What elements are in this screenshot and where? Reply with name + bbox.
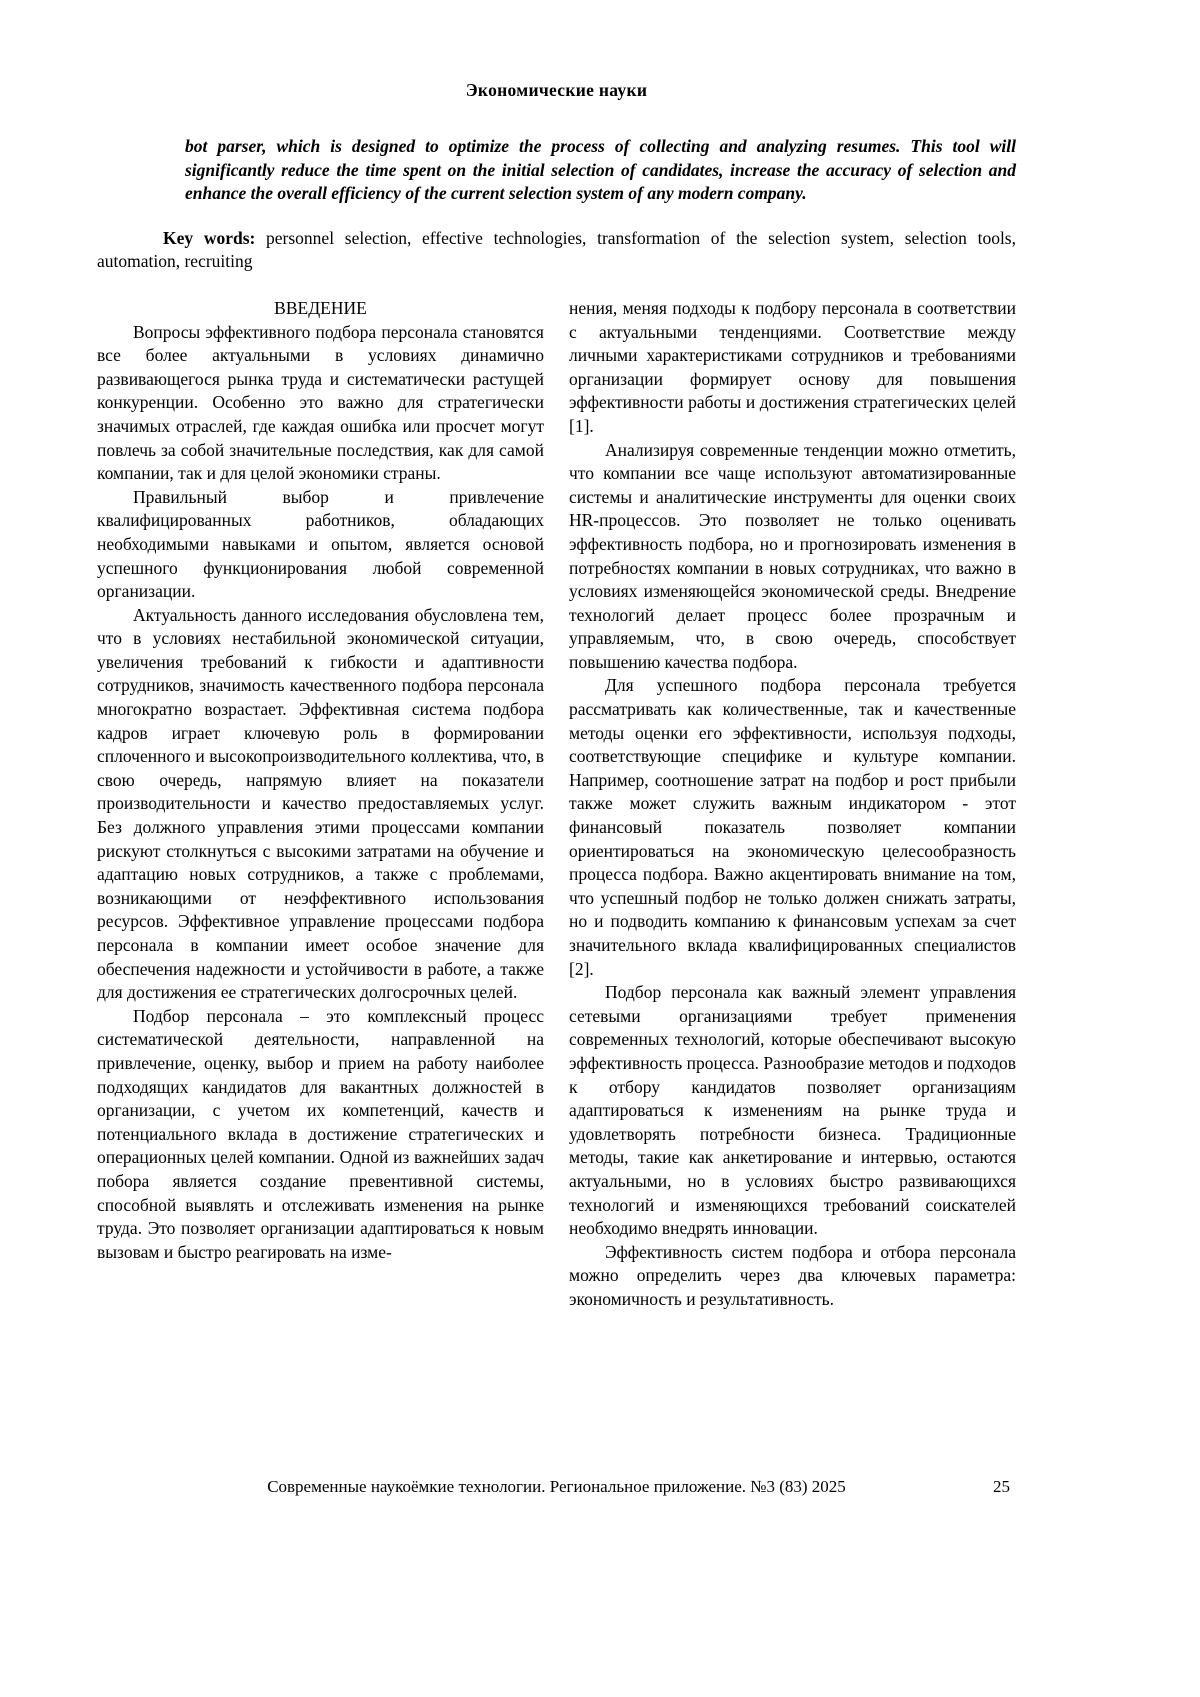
right-paragraph-3: Для успешного подбора персонала требуется рассматривать как количественные, так и качественные методы оценки его эффективности, используя подходы, соответствующие специфике и культуре компании. Например, соотношение затрат на подбор и рост прибыли также может служить важным индикатором - этот финансовый показатель позволяет компании ориентироваться на экономическую целесообразность процесса подбора. Важно акцентировать внимание на том, что успешный подбор не только должен снижать затраты, но и подводить компанию к финансовым успехам за счет значительного вклада квалифицированных специалистов [2]. bbox=[569, 675, 1016, 979]
abstract-text: bot parser, which is designed to optimize the process of collecting and analyzing resumes. This tool will significantly reduce the time spent on the initial selection of candidates, increase the accuracy of selection and enhance the overall efficiency of the current selection system of any modern company. bbox=[185, 136, 1016, 204]
right-paragraph-5: Эффективность систем подбора и отбора персонала можно определить через два ключевых параметра: экономичность и результативность. bbox=[569, 1241, 1016, 1309]
left-paragraph-4: Подбор персонала – это комплексный процесс систематической деятельности, направленной на привлечение, оценку, выбор и прием на работу наиболее подходящих кандидатов для вакантных должностей в организации, с учетом их компетенций, качеств и потенциального вклада в достижение стратегических и операционных целей компании. Одной из важнейших задач побора является создание превентивной системы, способной выявлять и отслеживать изменения на рынке труда. Это позволяет организации адаптироваться к новым вызовам и быстро реагировать на изме- bbox=[97, 1005, 544, 1262]
introduction-heading: ВВЕДЕНИЕ bbox=[274, 297, 367, 318]
right-column bbox=[569, 297, 1016, 1312]
keywords-label: Key words: bbox=[163, 227, 256, 248]
right-paragraph-2: Анализируя современные тенденции можно отметить, что компании все чаще используют автоматизированные системы и аналитические инструменты для оценки своих HR-процессов. Это позволяет не только оценивать эффективность подбора, но и прогнозировать изменения в потребностях компании в новых сотрудниках, что важно в условиях изменяющейся экономической среды. Внедрение технологий делает процесс более прозрачным и управляемым, что, в свою очередь, способствует повышению качества подбора. bbox=[569, 439, 1016, 672]
page-footer bbox=[97, 1476, 1016, 1498]
right-paragraph-1: нения, меняя подходы к подбору персонала в соответствии с актуальными тенденциями. Соответствие между личными характеристиками сотрудников и требованиями организации формирует основу для повышения эффективности работы и достижения стратегических целей [1]. bbox=[569, 297, 1016, 436]
footer-journal-title: Современные наукоёмкие технологии. Региональное приложение. №3 (83) 2025 bbox=[267, 1477, 846, 1496]
keywords-paragraph bbox=[97, 227, 1016, 274]
left-paragraph-1: Вопросы эффективного подбора персонала становятся все более актуальными в условиях динамично развивающегося рынка труда и систематически растущей конкуренции. Особенно это важно для стратегически значимых отраслей, где каждая ошибка или просчет могут повлечь за собой значительные последствия, как для самой компании, так и для целой экономики страны. bbox=[97, 321, 544, 484]
section-header: Экономические науки bbox=[465, 80, 648, 100]
page-number: 25 bbox=[993, 1477, 1010, 1496]
left-paragraph-2: Правильный выбор и привлечение квалифицированных работников, обладающих необходимыми навыками и опытом, является основой успешного функционирования любой современной организации. bbox=[97, 486, 544, 602]
keywords-text: personnel selection, effective technologies, transformation of the selection system, selection tools, automation, recruiting bbox=[97, 227, 1016, 272]
right-paragraph-4: Подбор персонала как важный элемент управления сетевыми организациями требует применения современных технологий, которые обеспечивают высокую эффективность процесса. Разнообразие методов и подходов к отбору кандидатов позволяет организациям адаптироваться к изменениям на рынке труда и удовлетворять потребности бизнеса. Традиционные методы, такие как анкетирование и интервью, остаются актуальными, но в условиях быстро развивающихся технологий и изменяющихся требований соискателей необходимо внедрять инновации. bbox=[569, 982, 1016, 1239]
left-column bbox=[97, 297, 544, 1312]
left-paragraph-3: Актуальность данного исследования обусловлена тем, что в условиях нестабильной экономической ситуации, увеличения требований к гибкости и адаптивности сотрудников, значимость качественного подбора персонала многократно возрастает. Эффективная система подбора кадров играет ключевую роль в формировании сплоченного и высокопроизводительного коллектива, что, в свою очередь, напрямую влияет на показатели производительности и качество предоставляемых услуг. Без должного управления этими процессами компании рискуют столкнуться с высокими затратами на обучение и адаптацию новых сотрудников, а также с проблемами, возникающими от неэффективного использования ресурсов. Эффективное управление процессами подбора персонала в компании имеет особое значение для обеспечения надежности и устойчивости в работе, а также для достижения ее стратегических долгосрочных целей. bbox=[97, 604, 544, 1003]
two-column-body bbox=[97, 297, 1016, 1312]
